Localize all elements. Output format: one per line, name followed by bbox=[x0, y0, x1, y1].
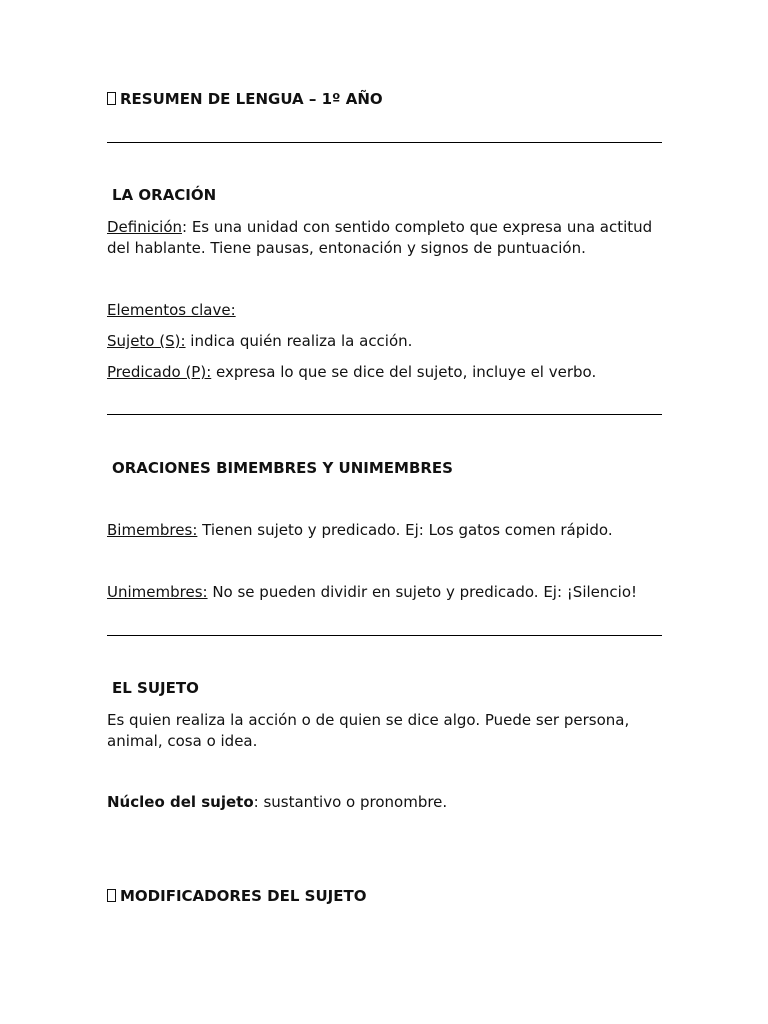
nucleo-text: : sustantivo o pronombre. bbox=[253, 793, 448, 811]
unimembres-text: No se pueden dividir en sujeto y predicado. Ej: ¡Silencio! bbox=[207, 583, 638, 601]
elements-label: Elementos clave: bbox=[107, 301, 236, 319]
bimembres-label: Bimembres: bbox=[107, 521, 198, 539]
sujeto-text: indica quién realiza la acción. bbox=[185, 332, 413, 350]
divider bbox=[107, 414, 662, 415]
section-heading-modificadores: MODIFICADORES DEL SUJETO bbox=[107, 886, 662, 907]
nucleo-label: Núcleo del sujeto bbox=[107, 793, 254, 811]
sujeto-item bbox=[107, 331, 662, 352]
divider bbox=[107, 142, 662, 143]
predicado-label: Predicado (P): bbox=[107, 363, 212, 381]
definition-paragraph bbox=[107, 217, 662, 259]
divider bbox=[107, 635, 662, 636]
document-title: RESUMEN DE LENGUA – 1º AÑO bbox=[107, 89, 662, 110]
missing-glyph-icon bbox=[107, 889, 116, 902]
definition-text: : Es una unidad con sentido completo que expresa una actitud del hablante. Tiene pausas, entonación y signos de puntuación. bbox=[107, 218, 653, 257]
bimembres-text: Tienen sujeto y predicado. Ej: Los gatos comen rápido. bbox=[197, 521, 613, 539]
section-heading-sujeto: EL SUJETO bbox=[112, 679, 199, 697]
unimembres-label: Unimembres: bbox=[107, 583, 208, 601]
bimembres-item bbox=[107, 520, 662, 541]
sujeto-paragraph: Es quien realiza la acción o de quien se dice algo. Puede ser persona, animal, cosa o idea. bbox=[107, 711, 630, 750]
predicado-text: expresa lo que se dice del sujeto, incluye el verbo. bbox=[211, 363, 597, 381]
definition-label: Definición bbox=[107, 218, 182, 236]
unimembres-item bbox=[107, 582, 662, 603]
nucleo-item bbox=[107, 792, 662, 813]
missing-glyph-icon bbox=[107, 92, 116, 105]
section-heading-oracion: LA ORACIÓN bbox=[112, 186, 217, 204]
predicado-item bbox=[107, 362, 662, 383]
sujeto-label: Sujeto (S): bbox=[107, 332, 186, 350]
section-heading-bimembres: ORACIONES BIMEMBRES Y UNIMEMBRES bbox=[112, 459, 453, 477]
